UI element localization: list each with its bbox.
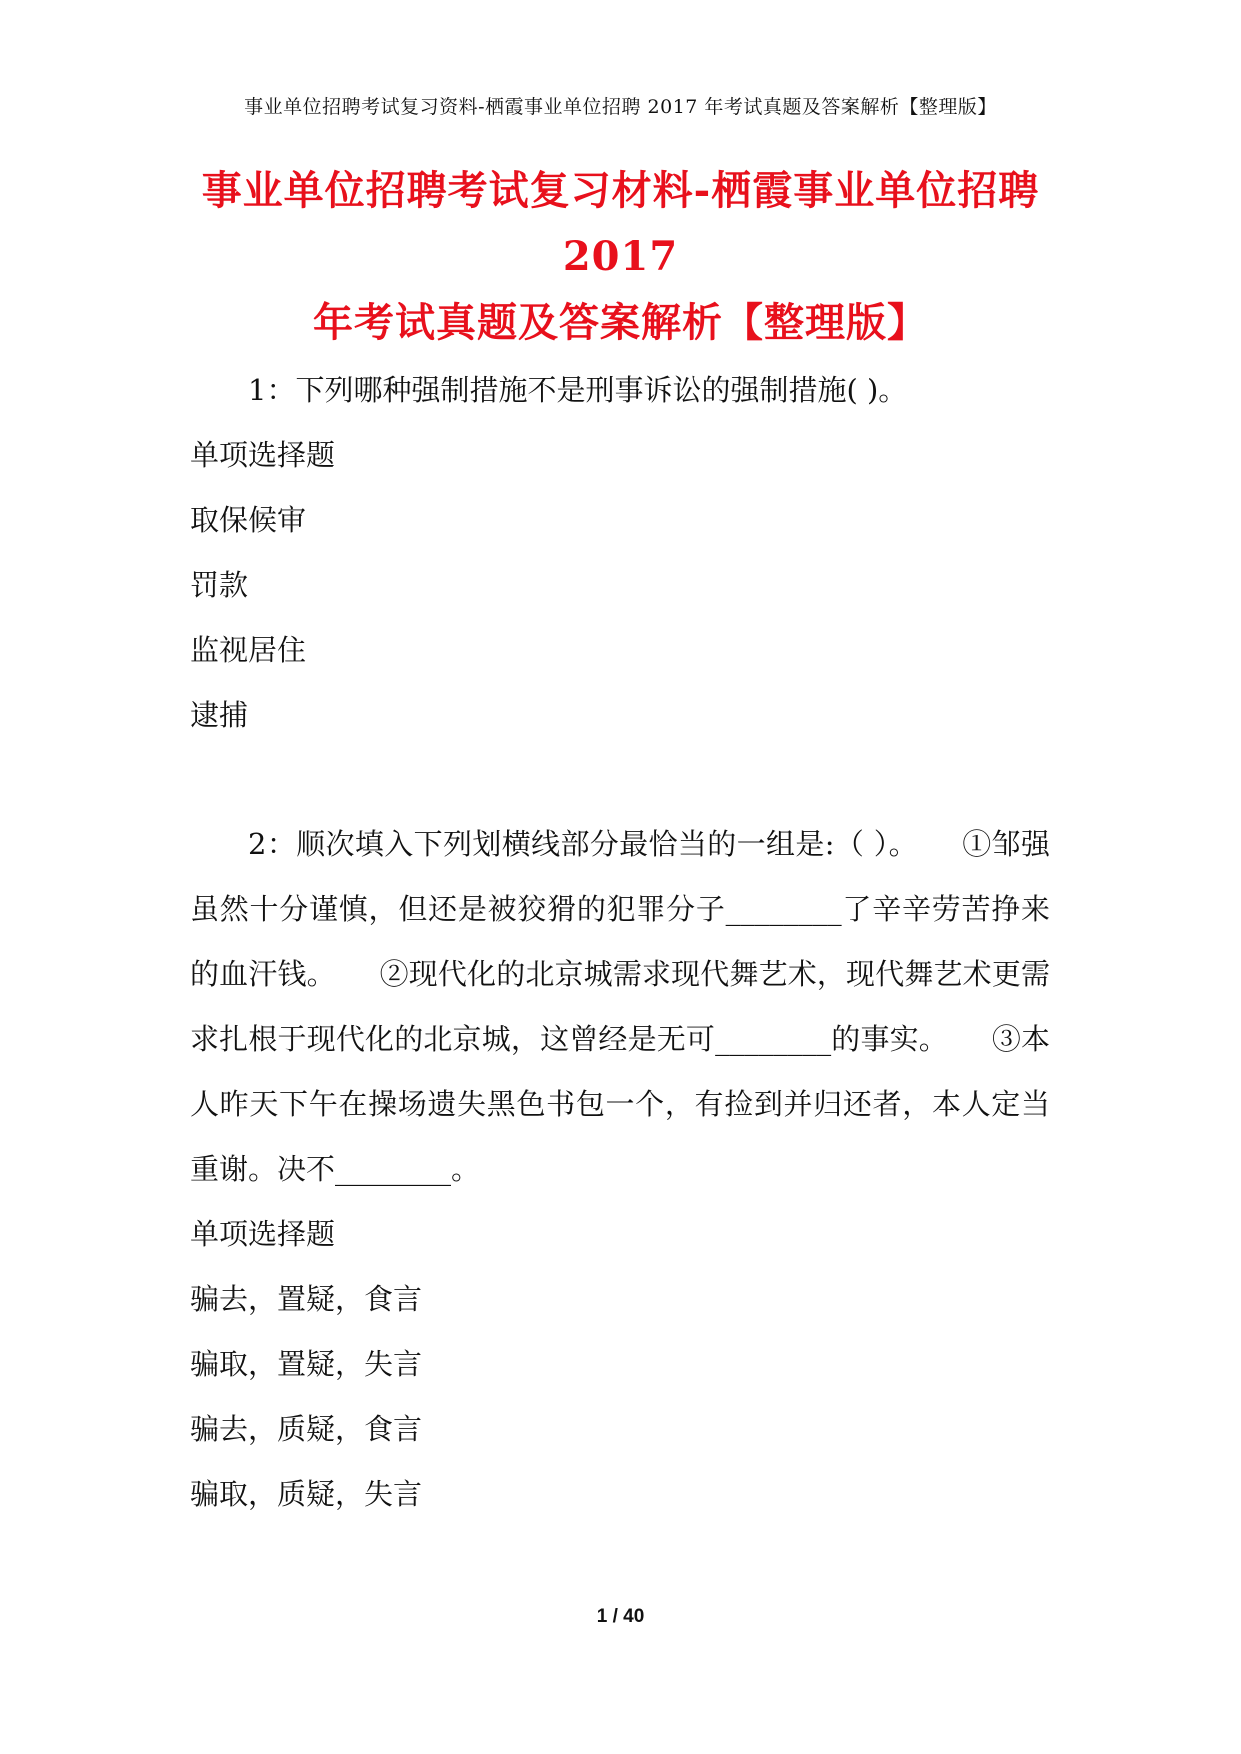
document-title-line-2: 年考试真题及答案解析【整理版】 <box>313 299 928 346</box>
answer-option: 取保候审 <box>190 503 307 537</box>
answer-option: 骗去，质疑，食言 <box>190 1412 423 1446</box>
page-number: 1 / 40 <box>596 1606 645 1627</box>
answer-option: 骗取，质疑，失言 <box>190 1477 423 1511</box>
question-stem: 1：下列哪种强制措施不是刑事诉讼的强制措施( )。 <box>248 373 908 407</box>
answer-option: 罚款 <box>190 568 249 602</box>
question-type: 单项选择题 <box>190 1217 336 1251</box>
question-list <box>190 358 1050 1527</box>
answer-option: 监视居住 <box>190 633 307 667</box>
question-1 <box>190 358 1050 748</box>
document-title-line-1: 事业单位招聘考试复习材料-栖霞事业单位招聘 2017 <box>201 167 1040 280</box>
answer-option: 骗去，置疑，食言 <box>190 1282 423 1316</box>
answer-option: 骗取，置疑，失言 <box>190 1347 423 1381</box>
question-stem: 2：顺次填入下列划横线部分最恰当的一组是:（ ）。 ①邹强虽然十分谨慎，但还是被狡猾的犯罪分子________了辛辛劳苦挣来的血汗钱。 ②现代化的北京城需求现代舞艺术，现代舞艺术更需求扎根于现代化的北京城，这曾经是无可________的事实。 ③本人昨天下午在操场遗失黑色书包一个，有捡到并归还者，本人定当重谢。决不________。 <box>190 827 1050 1186</box>
question-type: 单项选择题 <box>190 438 336 472</box>
running-header: 事业单位招聘考试复习资料-栖霞事业单位招聘 2017 年考试真题及答案解析【整理版】 <box>244 96 997 118</box>
question-2 <box>190 812 1050 1527</box>
document-title <box>180 158 1061 356</box>
answer-option: 逮捕 <box>190 698 249 732</box>
